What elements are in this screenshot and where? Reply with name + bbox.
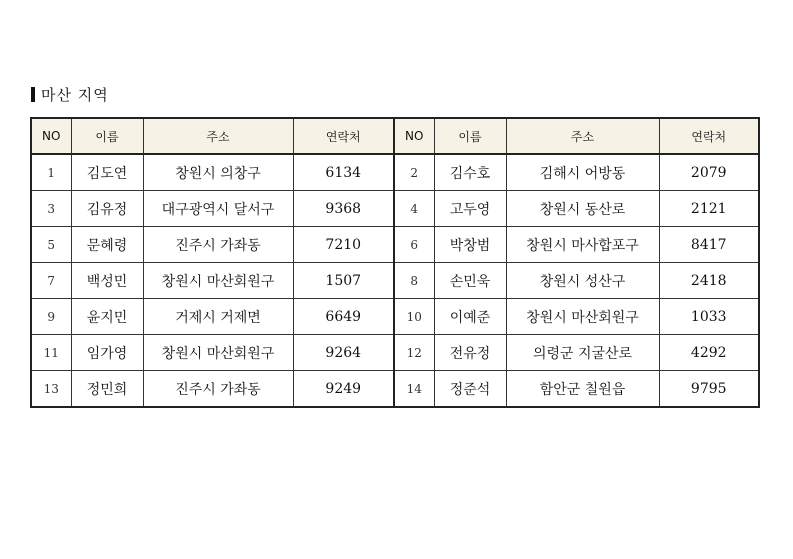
cell-name: 임가영 bbox=[71, 335, 143, 371]
cell-phone: 2418 bbox=[659, 263, 759, 299]
header-address: 주소 bbox=[506, 118, 659, 154]
table-row bbox=[31, 154, 759, 191]
table-header-row bbox=[31, 118, 759, 154]
header-no: NO bbox=[31, 118, 71, 154]
section-title-text: 마산 지역 bbox=[41, 85, 109, 104]
table-row bbox=[31, 335, 759, 371]
cell-address: 의령군 지굴산로 bbox=[506, 335, 659, 371]
cell-address: 창원시 성산구 bbox=[506, 263, 659, 299]
cell-no: 12 bbox=[394, 335, 434, 371]
cell-no: 14 bbox=[394, 371, 434, 408]
cell-no: 7 bbox=[31, 263, 71, 299]
cell-no: 9 bbox=[31, 299, 71, 335]
cell-no: 6 bbox=[394, 227, 434, 263]
cell-address: 김해시 어방동 bbox=[506, 154, 659, 191]
table-row bbox=[31, 191, 759, 227]
cell-phone: 9368 bbox=[293, 191, 394, 227]
cell-name: 문혜령 bbox=[71, 227, 143, 263]
cell-address: 창원시 동산로 bbox=[506, 191, 659, 227]
cell-address: 창원시 마산회원구 bbox=[143, 335, 293, 371]
cell-address: 진주시 가좌동 bbox=[143, 371, 293, 408]
cell-no: 1 bbox=[31, 154, 71, 191]
cell-address: 창원시 마산회원구 bbox=[506, 299, 659, 335]
cell-phone: 9249 bbox=[293, 371, 394, 408]
cell-no: 13 bbox=[31, 371, 71, 408]
contact-table bbox=[30, 117, 760, 408]
header-phone: 연락처 bbox=[659, 118, 759, 154]
cell-phone: 1507 bbox=[293, 263, 394, 299]
cell-address: 창원시 마산회원구 bbox=[143, 263, 293, 299]
cell-phone: 6134 bbox=[293, 154, 394, 191]
cell-address: 대구광역시 달서구 bbox=[143, 191, 293, 227]
header-name: 이름 bbox=[434, 118, 506, 154]
cell-no: 8 bbox=[394, 263, 434, 299]
cell-name: 손민욱 bbox=[434, 263, 506, 299]
cell-name: 정민희 bbox=[71, 371, 143, 408]
cell-name: 이예준 bbox=[434, 299, 506, 335]
table-row bbox=[31, 371, 759, 408]
cell-name: 백성민 bbox=[71, 263, 143, 299]
header-address: 주소 bbox=[143, 118, 293, 154]
cell-phone: 2079 bbox=[659, 154, 759, 191]
cell-no: 2 bbox=[394, 154, 434, 191]
cell-phone: 9795 bbox=[659, 371, 759, 408]
cell-phone: 2121 bbox=[659, 191, 759, 227]
cell-phone: 8417 bbox=[659, 227, 759, 263]
header-phone: 연락처 bbox=[293, 118, 394, 154]
cell-name: 박창범 bbox=[434, 227, 506, 263]
cell-phone: 6649 bbox=[293, 299, 394, 335]
cell-address: 창원시 의창구 bbox=[143, 154, 293, 191]
cell-address: 거제시 거제면 bbox=[143, 299, 293, 335]
cell-phone: 9264 bbox=[293, 335, 394, 371]
heading-marker bbox=[31, 87, 35, 102]
cell-address: 창원시 마사합포구 bbox=[506, 227, 659, 263]
cell-name: 정준석 bbox=[434, 371, 506, 408]
section-heading bbox=[31, 82, 109, 106]
cell-no: 5 bbox=[31, 227, 71, 263]
header-name: 이름 bbox=[71, 118, 143, 154]
cell-address: 함안군 칠원읍 bbox=[506, 371, 659, 408]
cell-no: 4 bbox=[394, 191, 434, 227]
cell-no: 11 bbox=[31, 335, 71, 371]
table-row bbox=[31, 227, 759, 263]
cell-no: 3 bbox=[31, 191, 71, 227]
cell-name: 윤지민 bbox=[71, 299, 143, 335]
cell-no: 10 bbox=[394, 299, 434, 335]
cell-address: 진주시 가좌동 bbox=[143, 227, 293, 263]
cell-name: 김수호 bbox=[434, 154, 506, 191]
cell-name: 전유정 bbox=[434, 335, 506, 371]
table-row bbox=[31, 299, 759, 335]
table-row bbox=[31, 263, 759, 299]
cell-phone: 1033 bbox=[659, 299, 759, 335]
cell-name: 고두영 bbox=[434, 191, 506, 227]
cell-name: 김도연 bbox=[71, 154, 143, 191]
cell-name: 김유정 bbox=[71, 191, 143, 227]
cell-phone: 4292 bbox=[659, 335, 759, 371]
header-no: NO bbox=[394, 118, 434, 154]
cell-phone: 7210 bbox=[293, 227, 394, 263]
